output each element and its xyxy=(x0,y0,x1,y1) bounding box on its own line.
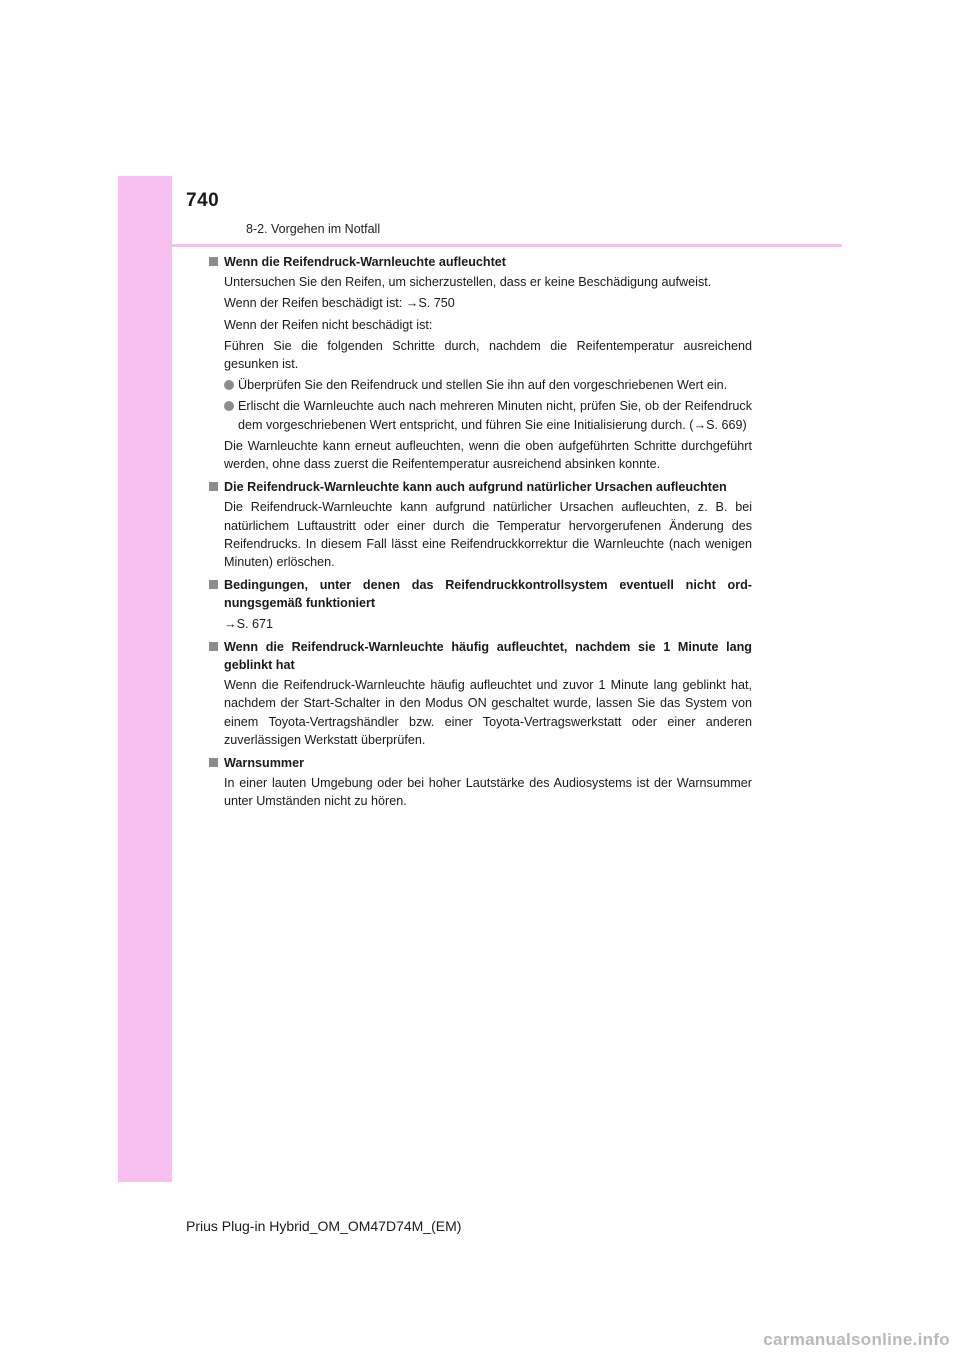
list-item: Erlischt die Warnleuchte auch nach mehreren Minuten nicht, prüfen Sie, ob der Reifendruck dem vorgeschriebenen Wert entspricht, und führen Sie eine Initialisierung durch. (→S. 669) xyxy=(207,397,752,433)
paragraph: Die Reifendruck-Warnleuchte kann aufgrund natürlicher Ursachen aufleuchten, z. B. bei natürlichem Luftaustritt oder einer durch die Temperatur hervorgerufenen Änderung des Reifendrucks. In diesem Fall lässt eine Reifendruckkorrektur die Warnleuchte (nach wenigen Minuten) erlöschen. xyxy=(224,500,752,570)
square-bullet-icon xyxy=(209,257,218,266)
section-frequent-lighting xyxy=(207,638,752,749)
paragraph: In einer lauten Umgebung oder bei hoher Lautstärke des Audiosystems ist der Warnsummer unter Umständen nicht zu hören. xyxy=(224,776,752,809)
section-warning-buzzer xyxy=(207,754,752,811)
square-bullet-icon xyxy=(209,642,218,651)
paragraph: Untersuchen Sie den Reifen, um sicherzustellen, dass er keine Beschädigung aufweist. xyxy=(224,275,712,290)
section-heading: Warnsummer xyxy=(207,754,752,772)
section-heading: Wenn die Reifendruck-Warnleuchte häufig aufleuchtet, nachdem sie 1 Minute lang geblinkt hat xyxy=(207,638,752,674)
square-bullet-icon xyxy=(209,758,218,767)
paragraph: Wenn die Reifendruck-Warnleuchte häufig aufleuchtet und zuvor 1 Minute lang geblinkt hat, nachdem der Start-Schalter in den Modus ON geschaltet wurde, lassen Sie das System von einem Toyota-Vertragshändler bzw. einer Toyota-Vertragswerkstatt oder einer anderen zuverlässigen Werkstatt überprüfen. xyxy=(224,678,752,747)
section-heading: Bedingungen, unter denen das Reifendruckkontrollsystem eventuell nicht ordnungsgemäß funktioniert xyxy=(207,576,752,612)
watermark: carmanualsonline.info xyxy=(763,1330,950,1349)
section-heading: Die Reifendruck-Warnleuchte kann auch aufgrund natürlicher Ursachen aufleuchten xyxy=(207,478,752,496)
paragraph: Führen Sie die folgenden Schritte durch, nachdem die Reifentemperatur ausreichend gesunken ist. xyxy=(224,338,752,372)
section-title: 8-2. Vorgehen im Notfall xyxy=(246,222,381,236)
list-item: Überprüfen Sie den Reifendruck und stellen Sie ihn auf den vorgeschriebenen Wert ein. xyxy=(207,376,752,394)
page-content xyxy=(207,253,752,816)
circle-bullet-icon xyxy=(224,380,234,390)
paragraph: Wenn der Reifen nicht beschädigt ist: xyxy=(224,317,433,332)
section-warning-light-on xyxy=(207,253,752,473)
circle-bullet-icon xyxy=(224,401,234,411)
section-heading: Wenn die Reifendruck-Warnleuchte aufleuchtet xyxy=(207,253,752,271)
square-bullet-icon xyxy=(209,482,218,491)
section-conditions xyxy=(207,576,752,633)
paragraph: Die Warnleuchte kann erneut aufleuchten, wenn die oben aufgeführten Schritte durchgeführt werden, ohne dass zuerst die Reifentemperatur ausreichend absinken konnte. xyxy=(224,438,752,472)
paragraph: Wenn der Reifen beschädigt ist: →S. 750 xyxy=(224,296,455,311)
side-tab-bar xyxy=(118,176,172,1182)
footer-model-code: Prius Plug-in Hybrid_OM_OM47D74M_(EM) xyxy=(186,1218,462,1234)
section-natural-causes xyxy=(207,478,752,571)
header-rule xyxy=(118,244,842,247)
page-reference-link[interactable]: →S. 671 xyxy=(224,616,274,631)
page-number: 740 xyxy=(186,190,220,211)
square-bullet-icon xyxy=(209,580,218,589)
